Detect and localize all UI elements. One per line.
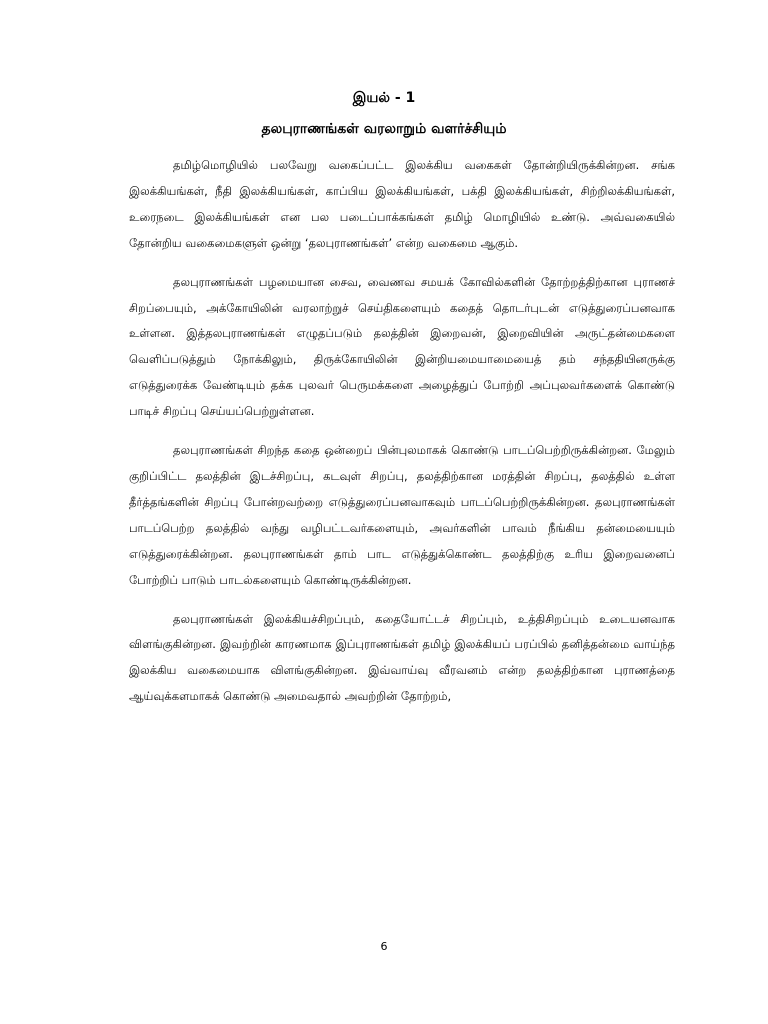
paragraph-3: தலபுராணங்கள் சிறந்த கதை ஒன்றைப் பின்புலமாகக் கொண்டு பாடப்பெற்றிருக்கின்றன. மேலும் குறிப்பிட்ட தலத்தின் இடச்சிறப்பு, கடவுள் சிறப்பு, தலத்திற்கான மரத்தின் சிறப்பு, தலத்தில் உள்ள தீர்த்தங்களின் சிறப்பு போன்றவற்றை எடுத்துரைப்பனவாகவும் பாடப்பெற்றிருக்கின்றன. தலபுராணங்கள் பாடப்பெற்ற தலத்தில் வந்து வழிபட்டவர்களையும், அவர்களின் பாவம் நீங்கிய தன்மையையும் எடுத்துரைக்கின்றன. தலபுராணங்கள் தாம் பாட எடுத்துக்கொண்ட தலத்திற்கு உரிய இறைவனைப் போற்றிப் பாடும் பாடல்களையும் கொண்டிருக்கின்றன.: [129, 443, 675, 587]
chapter-number: இயல் - 1: [352, 90, 416, 106]
page-number: 6: [380, 940, 388, 953]
body-text: [129, 153, 675, 723]
paragraph-4: தலபுராணங்கள் இலக்கியச்சிறப்பும், கதையோட்டச் சிறப்பும், உத்திசிறப்பும் உடையனவாக விளங்குகின்றன. இவற்றின் காரணமாக இப்புராணங்கள் தமிழ் இலக்கியப் பரப்பில் தனித்தன்மை வாய்ந்த இலக்கிய வகைமையாக விளங்குகின்றன. இவ்வாய்வு வீரவனம் என்ற தலத்திற்கான புராணத்தை ஆய்வுக்களமாகக் கொண்டு அமைவதால் அவற்றின் தோற்றம்,: [129, 611, 675, 704]
paragraph-1: தமிழ்மொழியில் பலவேறு வகைப்பட்ட இலக்கிய வகைகள் தோன்றியிருக்கின்றன. சங்க இலக்கியங்கள், நீதி இலக்கியங்கள், காப்பிய இலக்கியங்கள், பக்தி இலக்கியங்கள், சிற்றிலக்கியங்கள், உரைநடை இலக்கியங்கள் என பல படைப்பாக்கங்கள் தமிழ் மொழியில் உண்டு. அவ்வகையில் தோன்றிய வகைமைகளுள் ஒன்று ‘தலபுராணங்கள்’ என்ற வகைமை ஆகும்.: [129, 158, 675, 250]
paragraph-2: தலபுராணங்கள் பழமையான சைவ, வைணவ சமயக் கோவில்களின் தோற்றத்திற்கான புராணச் சிறப்பையும், அக்கோயிலின் வரலாற்றுச் செய்திகளையும் கதைத் தொடர்புடன் எடுத்துரைப்பனவாக உள்ளன. இத்தலபுராணங்கள் எழுதப்படும் தலத்தின் இறைவன், இறைவியின் அருட்தன்மைகளை வெளிப்படுத்தும் நோக்கிலும், திருக்கோயிலின் இன்றியமையாமையைத் தம் சந்ததியினருக்கு எடுத்துரைக்க வேண்டியும் தக்க புலவர் பெருமக்களை அழைத்துப் போற்றி அப்புலவர்களைக் கொண்டு பாடிச் சிறப்பு செய்யப்பெற்றுள்ளன.: [129, 274, 675, 419]
chapter-title: தலபுராணங்கள் வரலாறும் வளர்ச்சியும்: [261, 121, 507, 137]
